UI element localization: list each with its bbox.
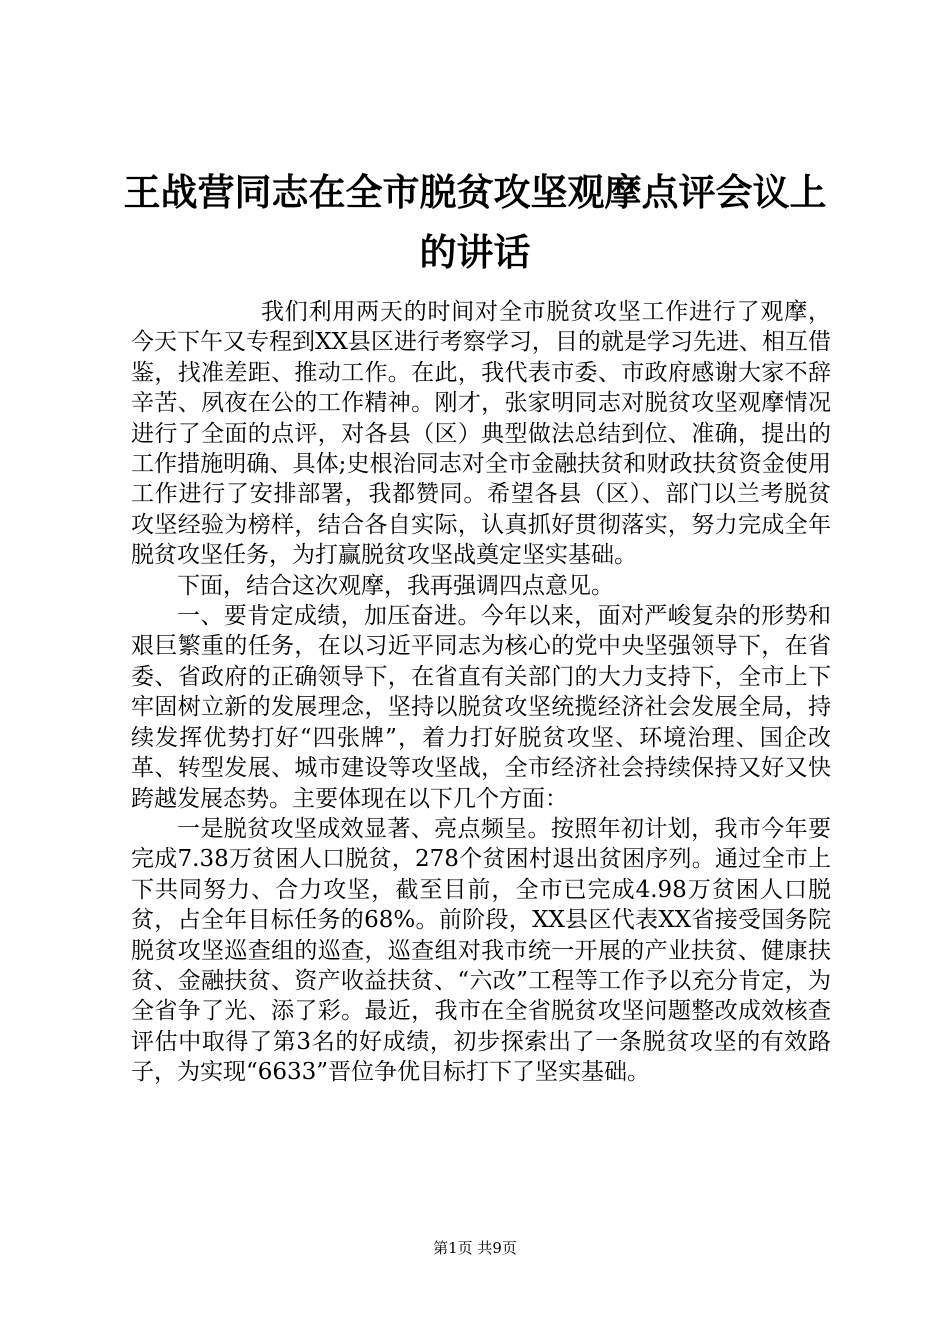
paragraph-intro: 我们利用两天的时间对全市脱贫攻坚工作进行了观摩，今天下午又专程到XX县区进行考察学习，目的就是学习先进、相互借鉴，找准差距、推动工作。在此，我代表市委、市政府感谢大家不辞辛苦、夙夜在公的工作精神。刚才，张家明同志对脱贫攻坚观摩情况进行了全面的点评，对各县（区）典型做法总结到位、准确，提出的工作措施明确、具体;史根治同志对全市金融扶贫和财政扶贫资金使用工作进行了安排部署，我都赞同。希望各县（区）、部门以兰考脱贫攻坚经验为榜样，结合各自实际，认真抓好贯彻落实，努力完成全年脱贫攻坚任务，为打赢脱贫攻坚战奠定坚实基础。	[131, 299, 831, 569]
paragraph-transition: 下面，结合这次观摩，我再强调四点意见。	[177, 572, 614, 599]
document-body	[131, 297, 831, 1088]
paragraph-poverty-results: 一是脱贫攻坚成效显著、亮点频呈。按照年初计划，我市今年要完成7.38万贫困人口脱贫，278个贫困村退出贫困序列。通过全市上下共同努力、合力攻坚，截至目前，全市已完成4.98万贫困人口脱贫，占全年目标任务的68%。前阶段，XX县区代表XX省接受国务院脱贫攻坚巡查组的巡查，巡查组对我市统一开展的产业扶贫、健康扶贫、金融扶贫、资产收益扶贫、“六改”工程等工作予以充分肯定，为全省争了光、添了彩。最近，我市在全省脱贫攻坚问题整改成效核查评估中取得了第3名的好成绩，初步探索出了一条脱贫攻坚的有效路子，为实现“6633”晋位争优目标打下了坚实基础。	[131, 815, 831, 1086]
paragraph-point-one: 一、要肯定成绩，加压奋进。今年以来，面对严峻复杂的形势和艰巨繁重的任务，在以习近平同志为核心的党中央坚强领导下，在省委、省政府的正确领导下，在省直有关部门的大力支持下，全市上下牢固树立新的发展理念，坚持以脱贫攻坚统揽经济社会发展全局，持续发挥优势打好“四张牌”，着力打好脱贫攻坚、环境治理、国企改革、转型发展、城市建设等攻坚战，全市经济社会持续保持又好又快跨越发展态势。主要体现在以下几个方面：	[131, 603, 831, 812]
page-footer: 第1页 共9页	[433, 1239, 517, 1257]
document-title: 王战营同志在全市脱贫攻坚观摩点评会议上的讲话	[123, 170, 827, 274]
